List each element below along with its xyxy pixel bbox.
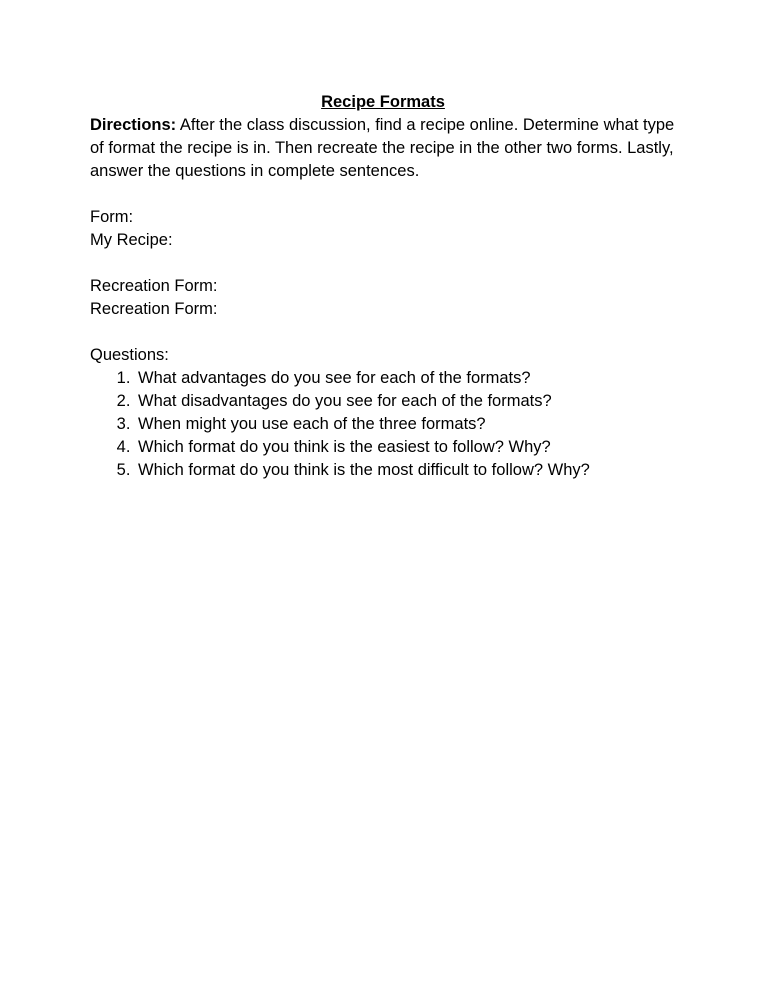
question-item: 1. What advantages do you see for each of the formats?	[135, 367, 676, 390]
directions-paragraph	[90, 114, 676, 183]
my-recipe-label: My Recipe:	[90, 231, 173, 249]
directions-text: After the class discussion, find a recipe online. Determine what type of format the recipe is in. Then recreate the recipe in the other two forms. Lastly, answer the questions in complete sentences.	[90, 116, 675, 180]
spacer	[90, 321, 676, 344]
recreation-form-label-2: Recreation Form:	[90, 300, 218, 318]
recreation-form-label-1: Recreation Form:	[90, 277, 218, 295]
directions-label: Directions:	[90, 116, 177, 134]
page-title: Recipe Formats	[321, 93, 445, 111]
questions-list	[90, 367, 676, 482]
question-item: 4. Which format do you think is the easiest to follow? Why?	[135, 436, 676, 459]
form-label: Form:	[90, 208, 134, 226]
spacer	[90, 183, 676, 206]
question-item: 3. When might you use each of the three formats?	[135, 413, 676, 436]
spacer	[90, 252, 676, 275]
question-item: 2. What disadvantages do you see for each of the formats?	[135, 390, 676, 413]
questions-heading: Questions:	[90, 346, 169, 364]
question-item: 5. Which format do you think is the most difficult to follow? Why?	[135, 459, 676, 482]
